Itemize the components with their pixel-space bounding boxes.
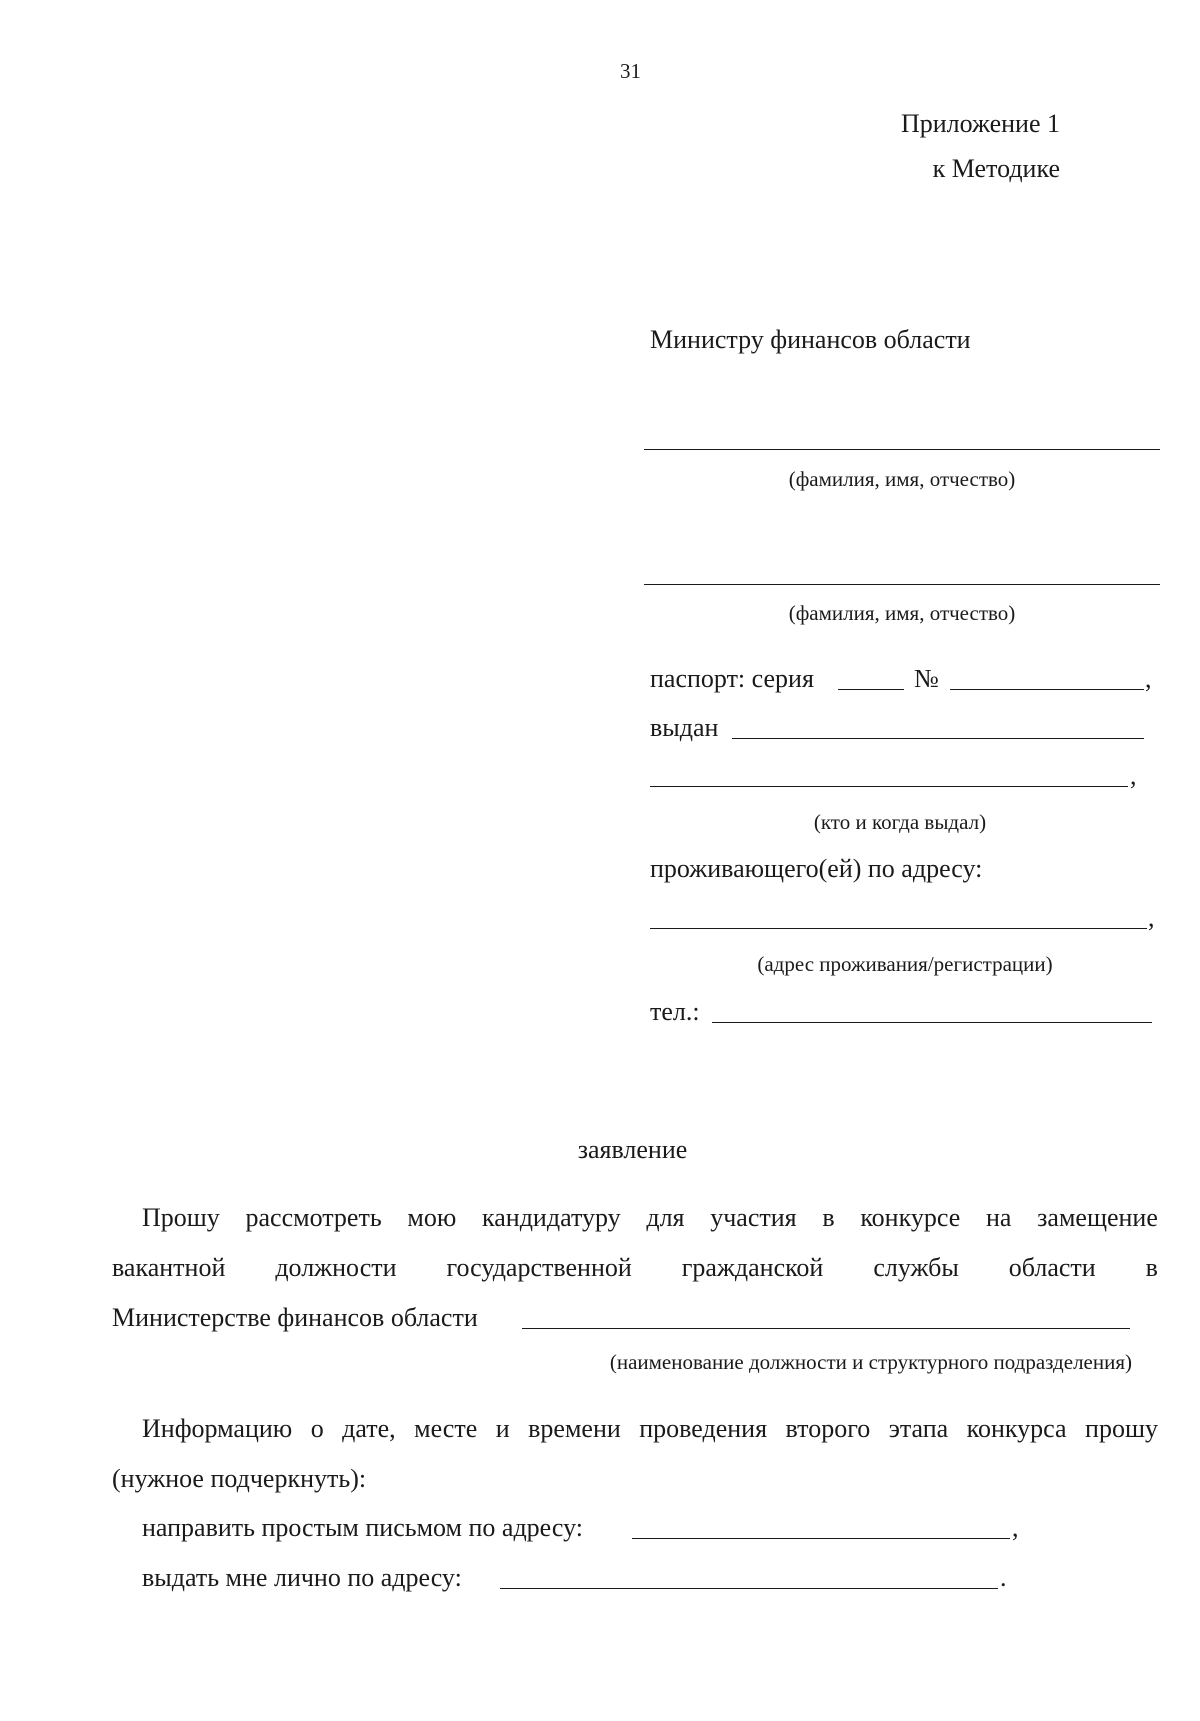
para2-line-1: Информацию о дате, месте и времени проведения второго этапа конкурса прошу — [142, 1414, 1158, 1443]
option-personal-label: выдать мне лично по адресу: — [142, 1563, 462, 1592]
word: мою — [407, 1203, 457, 1232]
passport-label: паспорт: серия — [650, 664, 814, 693]
position-line[interactable] — [522, 1328, 1130, 1329]
residing-label: проживающего(ей) по адресу: — [650, 854, 983, 883]
word: на — [985, 1203, 1012, 1232]
para2-line-2: (нужное подчеркнуть): — [112, 1464, 367, 1493]
word: области — [1008, 1253, 1096, 1282]
page-number: 31 — [620, 59, 641, 83]
issued-line-2[interactable] — [650, 786, 1128, 787]
word: государственной — [446, 1253, 632, 1282]
issued-label: выдан — [650, 713, 719, 742]
word: конкурсе — [860, 1203, 961, 1232]
address-line[interactable] — [650, 928, 1147, 929]
caption-address: (адрес проживания/регистрации) — [757, 952, 1053, 976]
word: участия — [710, 1203, 797, 1232]
number-sign: № — [914, 664, 939, 693]
word: в — [822, 1203, 835, 1232]
passport-number-line[interactable] — [950, 689, 1144, 690]
passport-series-line[interactable] — [838, 689, 904, 690]
phone-line[interactable] — [712, 1022, 1152, 1023]
caption-issued: (кто и когда выдал) — [813, 810, 987, 834]
issued-comma: , — [1130, 761, 1137, 790]
para1-line-2 — [112, 1252, 1158, 1284]
word: в — [1145, 1253, 1158, 1282]
appendix-line-1: Приложение 1 — [900, 109, 1060, 138]
passport-comma: , — [1145, 664, 1152, 693]
word: для — [646, 1203, 685, 1232]
word: кандидатуру — [482, 1203, 621, 1232]
caption-position: (наименование должности и структурного подразделения) — [609, 1350, 1132, 1374]
option-mail-line[interactable] — [632, 1538, 1010, 1539]
statement-title: заявление — [577, 1135, 688, 1164]
fio-line-1[interactable] — [644, 449, 1160, 450]
fio-line-2[interactable] — [644, 584, 1160, 585]
para1-line-1 — [142, 1202, 1158, 1234]
option-mail-comma: , — [1012, 1513, 1019, 1542]
caption-fio-2: (фамилия, имя, отчество) — [788, 601, 1016, 625]
para1-line-3: Министерстве финансов области — [112, 1303, 478, 1332]
word: гражданской — [681, 1253, 824, 1282]
word: службы — [873, 1253, 959, 1282]
word: рассмотреть — [245, 1203, 382, 1232]
caption-fio-1: (фамилия, имя, отчество) — [788, 467, 1016, 491]
option-personal-line[interactable] — [500, 1588, 998, 1589]
word: должности — [275, 1253, 397, 1282]
issued-line-1[interactable] — [732, 738, 1144, 739]
option-personal-period: . — [1000, 1563, 1007, 1592]
appendix-line-2: к Методике — [932, 154, 1060, 183]
word: вакантной — [112, 1253, 226, 1282]
word: Прошу — [142, 1203, 220, 1232]
word: замещение — [1037, 1203, 1158, 1232]
address-comma: , — [1148, 903, 1155, 932]
addressee-to: Министру финансов области — [650, 325, 971, 354]
phone-label: тел.: — [650, 997, 700, 1026]
option-mail-label: направить простым письмом по адресу: — [142, 1513, 583, 1542]
